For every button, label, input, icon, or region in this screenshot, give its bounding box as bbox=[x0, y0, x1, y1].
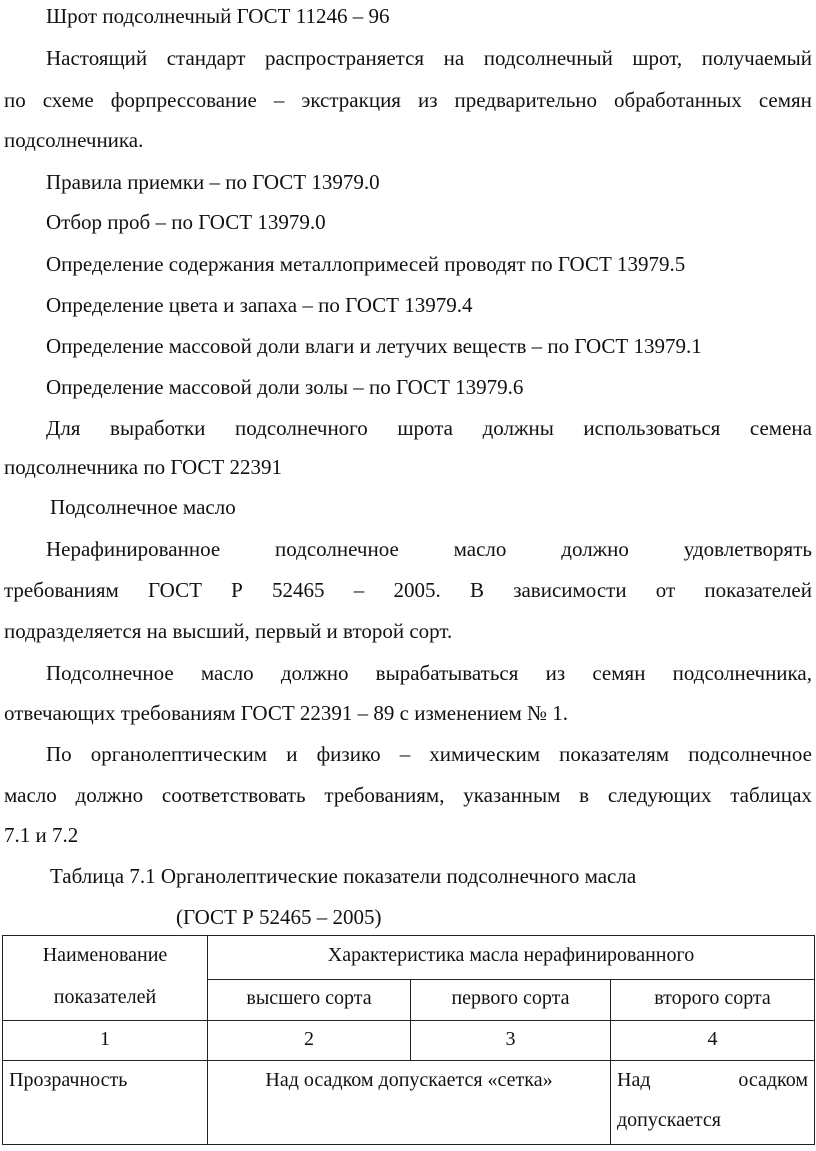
table-caption-standard: (ГОСТ Р 52465 – 2005) bbox=[176, 905, 382, 929]
metal-impurities: Определение содержания металлопримесей проводят по ГОСТ 13979.5 bbox=[46, 252, 686, 276]
word: семян bbox=[758, 88, 812, 112]
word: должны bbox=[482, 416, 554, 440]
shrot-heading: Шрот подсолнечный ГОСТ 11246 – 96 bbox=[46, 4, 390, 28]
word: предварительно bbox=[454, 88, 598, 112]
shrot-standard-line-2 bbox=[4, 88, 812, 112]
word: Для bbox=[46, 416, 81, 440]
row-transparency-second bbox=[611, 1061, 815, 1145]
word: Р bbox=[231, 578, 243, 602]
column-number-3: 3 bbox=[411, 1021, 611, 1061]
word: требованиям bbox=[4, 578, 119, 602]
row-transparency-second-line-2: допускается bbox=[617, 1109, 721, 1131]
word: По bbox=[46, 742, 72, 766]
ash: Определение массовой доли золы – по ГОСТ 13979.6 bbox=[46, 375, 524, 399]
word: должно bbox=[75, 783, 144, 807]
indicators-line-1 bbox=[46, 742, 812, 766]
seeds-line-1 bbox=[46, 416, 812, 440]
word: по bbox=[4, 88, 26, 112]
word: показателей bbox=[704, 578, 812, 602]
oil-paragraph-line-1 bbox=[46, 537, 812, 561]
word: в bbox=[579, 783, 590, 807]
word: из bbox=[417, 88, 438, 112]
oil-paragraph-line-3: подразделяется на высший, первый и второй сорт. bbox=[4, 619, 453, 643]
oil-seeds-line-2: отвечающих требованиям ГОСТ 22391 – 89 с изменением № 1. bbox=[4, 701, 569, 725]
word: семян bbox=[592, 661, 646, 685]
word: органолептическим bbox=[90, 742, 268, 766]
word: – bbox=[399, 742, 411, 766]
word: Подсолнечное bbox=[46, 661, 174, 685]
header-indicator-name-line-1: Наименование bbox=[42, 944, 168, 966]
word: зависимости bbox=[513, 578, 627, 602]
word: Нерафинированное bbox=[46, 537, 221, 561]
word: – bbox=[273, 88, 285, 112]
word: обработанных bbox=[614, 88, 742, 112]
word: экстракция bbox=[301, 88, 401, 112]
word: указанным bbox=[463, 783, 561, 807]
word: вырабатываться bbox=[375, 661, 519, 685]
word: должно bbox=[280, 661, 349, 685]
word: шрот, bbox=[632, 46, 683, 70]
word: стандарт bbox=[166, 46, 246, 70]
word: использоваться bbox=[583, 416, 721, 440]
oil-heading: Подсолнечное масло bbox=[50, 495, 236, 519]
word: шрота bbox=[397, 416, 454, 440]
word: 52465 bbox=[272, 578, 325, 602]
moisture: Определение массовой доли влаги и летучих веществ – по ГОСТ 13979.1 bbox=[46, 334, 702, 358]
oil-seeds-line-1 bbox=[46, 661, 812, 685]
header-highest-grade: высшего сорта bbox=[208, 980, 411, 1021]
table-row-transparency bbox=[3, 1061, 815, 1145]
word: получаемый bbox=[701, 46, 812, 70]
header-first-grade: первого сорта bbox=[411, 980, 611, 1021]
word: выработки bbox=[110, 416, 206, 440]
header-indicator-name bbox=[3, 936, 208, 1021]
word: – bbox=[353, 578, 365, 602]
word: семена bbox=[749, 416, 812, 440]
column-number-4: 4 bbox=[611, 1021, 815, 1061]
table-header-row bbox=[3, 936, 815, 980]
column-number-2: 2 bbox=[208, 1021, 411, 1061]
sampling: Отбор проб – по ГОСТ 13979.0 bbox=[46, 210, 326, 234]
word: таблицах bbox=[730, 783, 812, 807]
row-transparency-second-line-1 bbox=[617, 1068, 808, 1092]
word: форпрессование bbox=[110, 88, 257, 112]
header-indicator-name-line-2: показателей bbox=[53, 986, 157, 1008]
word: от bbox=[655, 578, 676, 602]
word: и bbox=[286, 742, 298, 766]
word: масло bbox=[453, 537, 507, 561]
table-number-row bbox=[3, 1021, 815, 1061]
word: следующих bbox=[607, 783, 712, 807]
color-smell: Определение цвета и запаха – по ГОСТ 13979.4 bbox=[46, 293, 473, 317]
word: из bbox=[545, 661, 566, 685]
seeds-line-2: подсолнечника по ГОСТ 22391 bbox=[4, 455, 282, 479]
word: соответствовать bbox=[161, 783, 306, 807]
header-oil-characteristic: Характеристика масла нерафинированного bbox=[208, 936, 815, 980]
word: требованиям, bbox=[324, 783, 445, 807]
word: схеме bbox=[42, 88, 94, 112]
acceptance-rules: Правила приемки – по ГОСТ 13979.0 bbox=[46, 170, 380, 194]
oil-paragraph-line-2 bbox=[4, 578, 812, 602]
word: подсолнечника, bbox=[672, 661, 812, 685]
organoleptic-table bbox=[2, 935, 815, 1145]
word: Настоящий bbox=[46, 46, 148, 70]
word: показателям bbox=[559, 742, 670, 766]
indicators-line-3: 7.1 и 7.2 bbox=[4, 823, 79, 847]
table-caption: Таблица 7.1 Органолептические показатели подсолнечного масла bbox=[50, 864, 637, 888]
header-second-grade: второго сорта bbox=[611, 980, 815, 1021]
row-transparency-name: Прозрачность bbox=[3, 1061, 208, 1145]
shrot-standard-line-1 bbox=[46, 46, 812, 70]
word: Над bbox=[617, 1069, 651, 1091]
word: на bbox=[443, 46, 465, 70]
shrot-standard-line-3: подсолнечника. bbox=[4, 128, 144, 152]
word: В bbox=[469, 578, 484, 602]
word: распространяется bbox=[264, 46, 425, 70]
word: подсолнечное bbox=[275, 537, 399, 561]
word: масло bbox=[200, 661, 254, 685]
word: должно bbox=[561, 537, 629, 561]
word: химическим bbox=[429, 742, 541, 766]
row-transparency-highest-first: Над осадком допускается «сетка» bbox=[208, 1061, 611, 1145]
column-number-1: 1 bbox=[3, 1021, 208, 1061]
word: масло bbox=[4, 783, 57, 807]
word: подсолнечный bbox=[483, 46, 613, 70]
word: подсолнечного bbox=[235, 416, 368, 440]
indicators-line-2 bbox=[4, 783, 812, 807]
word: ГОСТ bbox=[148, 578, 202, 602]
word: осадком bbox=[738, 1069, 808, 1091]
word: 2005. bbox=[393, 578, 441, 602]
word: физико bbox=[316, 742, 381, 766]
word: удовлетворять bbox=[683, 537, 812, 561]
word: подсолнечное bbox=[688, 742, 812, 766]
